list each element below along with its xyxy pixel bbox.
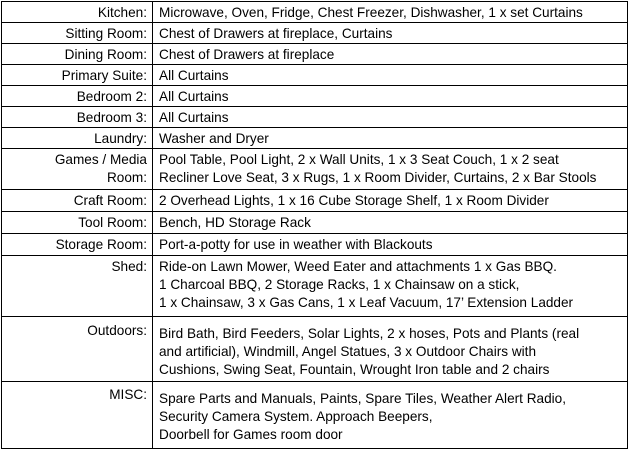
room-items bbox=[153, 44, 628, 65]
item-line: All Curtains bbox=[159, 89, 229, 104]
room-label: Primary Suite: bbox=[2, 65, 153, 86]
room-items bbox=[153, 2, 628, 23]
inventory-table bbox=[1, 1, 628, 449]
table-row bbox=[2, 128, 628, 149]
table-row bbox=[2, 190, 628, 212]
room-items bbox=[153, 128, 628, 149]
room-label: Craft Room: bbox=[2, 190, 153, 212]
table-row bbox=[2, 149, 628, 190]
item-line: Microwave, Oven, Fridge, Chest Freezer, Dishwasher, 1 x set Curtains bbox=[159, 5, 583, 20]
table-row bbox=[2, 234, 628, 256]
table-row bbox=[2, 107, 628, 128]
item-line: 1 Charcoal BBQ, 2 Storage Racks, 1 x Chainsaw on a stick, bbox=[159, 277, 520, 292]
room-label: MISC: bbox=[2, 382, 153, 449]
item-line: Chest of Drawers at fireplace bbox=[159, 47, 335, 62]
room-label: Bedroom 2: bbox=[2, 86, 153, 107]
room-label: Bedroom 3: bbox=[2, 107, 153, 128]
item-line: Bird Bath, Bird Feeders, Solar Lights, 2 x hoses, Pots and Plants (real bbox=[159, 326, 580, 341]
room-label: Tool Room: bbox=[2, 212, 153, 234]
table-row bbox=[2, 256, 628, 317]
item-line: Washer and Dryer bbox=[159, 131, 269, 146]
item-line: Doorbell for Games room door bbox=[159, 427, 343, 442]
item-line: 1 x Chainsaw, 3 x Gas Cans, 1 x Leaf Vacuum, 17’ Extension Ladder bbox=[159, 295, 574, 310]
item-line: Ride-on Lawn Mower, Weed Eater and attachments 1 x Gas BBQ. bbox=[159, 259, 557, 274]
room-items bbox=[153, 149, 628, 190]
table-row bbox=[2, 44, 628, 65]
table-row bbox=[2, 2, 628, 23]
item-line: Security Camera System. Approach Beepers, bbox=[159, 409, 433, 424]
room-label: Outdoors: bbox=[2, 317, 153, 382]
item-line: Spare Parts and Manuals, Paints, Spare Tiles, Weather Alert Radio, bbox=[159, 391, 567, 406]
item-line: Bench, HD Storage Rack bbox=[159, 215, 311, 230]
item-line: All Curtains bbox=[159, 68, 229, 83]
room-items bbox=[153, 23, 628, 44]
table-row bbox=[2, 65, 628, 86]
table-row bbox=[2, 23, 628, 44]
item-line: and artificial), Windmill, Angel Statues, 3 x Outdoor Chairs with bbox=[159, 344, 537, 359]
item-line: 2 Overhead Lights, 1 x 16 Cube Storage Shelf, 1 x Room Divider bbox=[159, 193, 549, 208]
table-row bbox=[2, 86, 628, 107]
item-line: All Curtains bbox=[159, 110, 229, 125]
table-row bbox=[2, 317, 628, 382]
table-row bbox=[2, 382, 628, 449]
room-items bbox=[153, 86, 628, 107]
room-label: Kitchen: bbox=[2, 2, 153, 23]
room-items bbox=[153, 382, 628, 449]
room-items bbox=[153, 107, 628, 128]
room-items bbox=[153, 234, 628, 256]
item-line: Pool Table, Pool Light, 2 x Wall Units, 1 x 3 Seat Couch, 1 x 2 seat bbox=[159, 152, 559, 167]
room-label-line: Games / Media bbox=[54, 152, 147, 167]
room-items bbox=[153, 256, 628, 317]
room-label: Laundry: bbox=[2, 128, 153, 149]
item-line: Port-a-potty for use in weather with Blackouts bbox=[159, 237, 433, 252]
room-label: Dining Room: bbox=[2, 44, 153, 65]
room-label: Storage Room: bbox=[2, 234, 153, 256]
room-items bbox=[153, 212, 628, 234]
room-items bbox=[153, 190, 628, 212]
item-line: Recliner Love Seat, 3 x Rugs, 1 x Room Divider, Curtains, 2 x Bar Stools bbox=[159, 170, 597, 185]
room-label-line: Room: bbox=[106, 170, 147, 185]
room-items bbox=[153, 317, 628, 382]
room-items bbox=[153, 65, 628, 86]
item-line: Cushions, Swing Seat, Fountain, Wrought Iron table and 2 chairs bbox=[159, 362, 550, 377]
room-label: Sitting Room: bbox=[2, 23, 153, 44]
table-row bbox=[2, 212, 628, 234]
item-line: Chest of Drawers at fireplace, Curtains bbox=[159, 26, 393, 41]
room-label: Shed: bbox=[2, 256, 153, 317]
room-label bbox=[2, 149, 153, 190]
